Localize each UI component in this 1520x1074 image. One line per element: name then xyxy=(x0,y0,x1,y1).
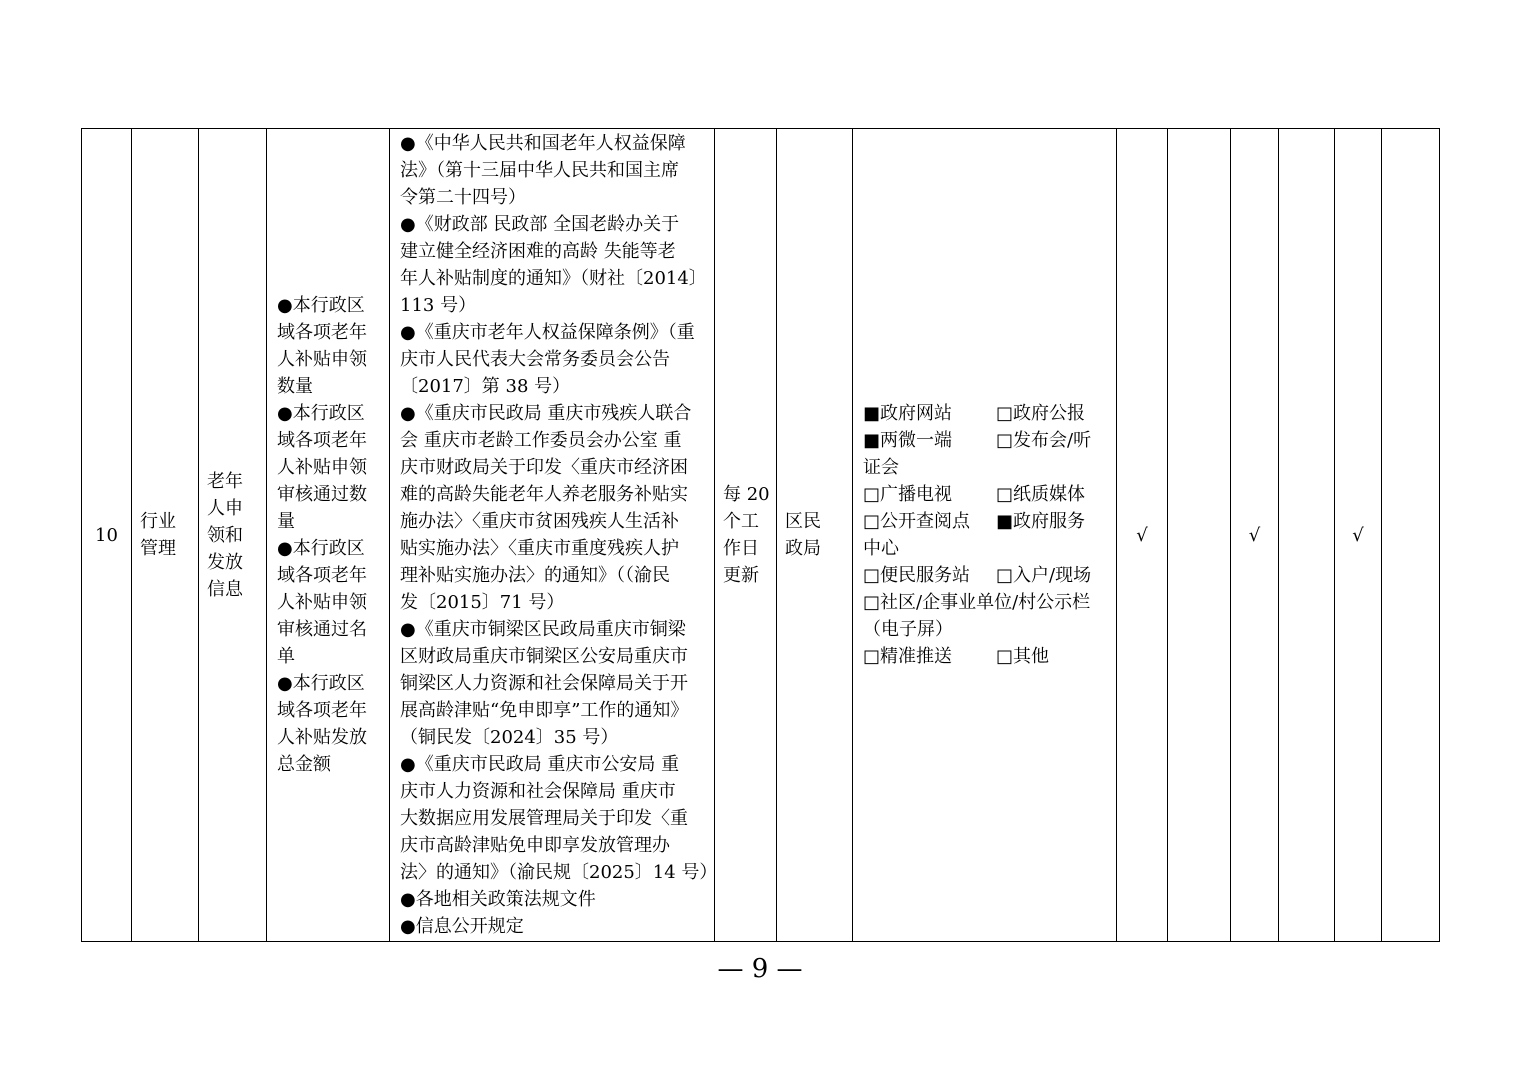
channel-option-continued: 中心 xyxy=(863,538,899,559)
basis-line: 庆市人民代表大会常务委员会公告 xyxy=(400,349,670,370)
basis-line: 铜梁区人力资源和社会保障局关于开 xyxy=(400,673,688,694)
content-text xyxy=(277,292,381,778)
basis-line: 113 号） xyxy=(400,295,477,316)
basis-line: （铜民发〔2024〕35 号） xyxy=(400,727,619,748)
basis-line: 法〉的通知》（渝民规〔2025〕14 号） xyxy=(400,862,718,883)
mark-cell-6 xyxy=(1382,129,1440,942)
timeliness-line: 个工 xyxy=(723,511,759,532)
mark-cell-4 xyxy=(1279,129,1335,942)
item-text xyxy=(207,468,258,603)
basis-line: 发〔2015〕71 号） xyxy=(400,592,565,613)
basis-line: ●《中华人民共和国老年人权益保障 xyxy=(400,133,686,154)
content-line: 域各项老年 xyxy=(277,565,367,586)
timeliness-line: 每 20 xyxy=(723,484,770,505)
basis-line: ●《重庆市民政局 重庆市残疾人联合 xyxy=(400,403,692,424)
basis-line: ●各地相关政策法规文件 xyxy=(400,889,596,910)
channel-option: ■两微一端 xyxy=(863,430,953,451)
category-cell xyxy=(132,129,199,942)
subject-text xyxy=(785,508,844,562)
basis-line: 法》（第十三届中华人民共和国主席 xyxy=(400,160,679,181)
content-line: 域各项老年 xyxy=(277,700,367,721)
content-line: ●本行政区 xyxy=(277,403,365,424)
basis-cell xyxy=(390,129,718,942)
category-text xyxy=(140,508,190,562)
channel-options xyxy=(853,400,1116,670)
row-index-cell xyxy=(82,129,132,942)
item-line: 人申 xyxy=(207,497,243,519)
category-line: 管理 xyxy=(140,538,176,559)
basis-line: ●《财政部 民政部 全国老龄办关于 xyxy=(400,214,680,235)
basis-line: ●《重庆市老年人权益保障条例》（重 xyxy=(400,322,695,343)
timeliness-line: 作日 xyxy=(723,538,759,559)
basis-line: ●《重庆市民政局 重庆市公安局 重 xyxy=(400,754,680,775)
item-line: 老年 xyxy=(207,470,243,492)
channel-option: □广播电视 xyxy=(863,484,953,505)
check-mark: √ xyxy=(1352,524,1364,546)
content-line: 域各项老年 xyxy=(277,430,367,451)
basis-line: ●《重庆市铜梁区民政局重庆市铜梁 xyxy=(400,619,686,640)
timeliness-text xyxy=(723,481,768,589)
channel-option: □便民服务站 xyxy=(863,565,971,586)
channel-option: □纸质媒体 xyxy=(996,484,1086,505)
content-line: ●本行政区 xyxy=(277,673,365,694)
subject-cell xyxy=(777,129,853,942)
content-line: 人补贴申领 xyxy=(277,592,367,613)
channel-option: □精准推送 xyxy=(863,646,953,667)
basis-line: 施办法〉〈重庆市贫困残疾人生活补 xyxy=(400,511,679,532)
content-line: 单 xyxy=(277,646,295,667)
basis-line: 区财政局重庆市铜梁区公安局重庆市 xyxy=(400,646,688,667)
basis-line: 建立健全经济困难的高龄 失能等老 xyxy=(400,241,676,262)
item-line: 信息 xyxy=(207,578,243,600)
channel-option: ■政府网站 xyxy=(863,403,953,424)
basis-text xyxy=(400,130,718,940)
category-line: 行业 xyxy=(140,511,176,532)
subject-line: 区民 xyxy=(785,511,821,532)
basis-line: 难的高龄失能老年人养老服务补贴实 xyxy=(400,484,688,505)
timeliness-line: 更新 xyxy=(723,565,759,586)
basis-line: 年人补贴制度的通知》（财社〔2014〕 xyxy=(400,268,707,289)
basis-line: 贴实施办法〉〈重庆市重度残疾人护 xyxy=(400,538,679,559)
check-mark: √ xyxy=(1136,524,1148,546)
content-line: 数量 xyxy=(277,376,313,397)
channel-option: □政府公报 xyxy=(996,403,1086,424)
content-line: ●本行政区 xyxy=(277,295,365,316)
mark-cell-1 xyxy=(1117,129,1168,942)
channels-cell xyxy=(853,129,1117,942)
channel-option-continued: （电子屏） xyxy=(863,619,953,640)
basis-line: 庆市高龄津贴免申即享发放管理办 xyxy=(400,835,670,856)
channel-option-continued: 证会 xyxy=(863,457,899,478)
basis-line: 理补贴实施办法〉的通知》（（渝民 xyxy=(400,565,670,586)
channel-option: □社区/企事业单位/村公示栏 xyxy=(863,592,1091,613)
page-number: — 9 — xyxy=(717,954,803,984)
disclosure-table xyxy=(81,128,1440,942)
content-line: 审核通过数 xyxy=(277,484,367,505)
row-index: 10 xyxy=(95,524,118,546)
channel-option: ■政府服务 xyxy=(996,511,1086,532)
basis-line: ●信息公开规定 xyxy=(400,916,524,937)
content-line: 域各项老年 xyxy=(277,322,367,343)
basis-line: 令第二十四号） xyxy=(400,187,526,208)
basis-line: 庆市人力资源和社会保障局 重庆市 xyxy=(400,781,676,802)
mark-cell-3 xyxy=(1231,129,1279,942)
basis-line: 庆市财政局关于印发〈重庆市经济困 xyxy=(400,457,688,478)
content-line: 人补贴发放 xyxy=(277,727,367,748)
item-line: 发放 xyxy=(207,551,243,573)
channel-option: □发布会/听 xyxy=(996,430,1092,451)
item-cell xyxy=(199,129,267,942)
basis-line: 〔2017〕第 38 号） xyxy=(400,376,571,397)
content-cell xyxy=(267,129,390,942)
content-line: 审核通过名 xyxy=(277,619,367,640)
basis-line: 会 重庆市老龄工作委员会办公室 重 xyxy=(400,430,682,451)
timeliness-cell xyxy=(715,129,777,942)
content-line: 人补贴申领 xyxy=(277,457,367,478)
mark-cell-2 xyxy=(1168,129,1231,942)
content-line: 人补贴申领 xyxy=(277,349,367,370)
content-line: 量 xyxy=(277,511,295,532)
mark-cell-5 xyxy=(1335,129,1382,942)
subject-line: 政局 xyxy=(785,538,821,559)
content-line: 总金额 xyxy=(277,754,331,775)
channel-option: □公开查阅点 xyxy=(863,511,971,532)
channel-option: □其他 xyxy=(996,646,1050,667)
channel-option: □入户/现场 xyxy=(996,565,1092,586)
basis-line: 展高龄津贴“免申即享”工作的通知》 xyxy=(400,700,689,721)
table-row xyxy=(82,129,1440,942)
content-line: ●本行政区 xyxy=(277,538,365,559)
check-mark: √ xyxy=(1248,524,1261,546)
basis-line: 大数据应用发展管理局关于印发〈重 xyxy=(400,808,688,829)
item-line: 领和 xyxy=(207,524,243,546)
